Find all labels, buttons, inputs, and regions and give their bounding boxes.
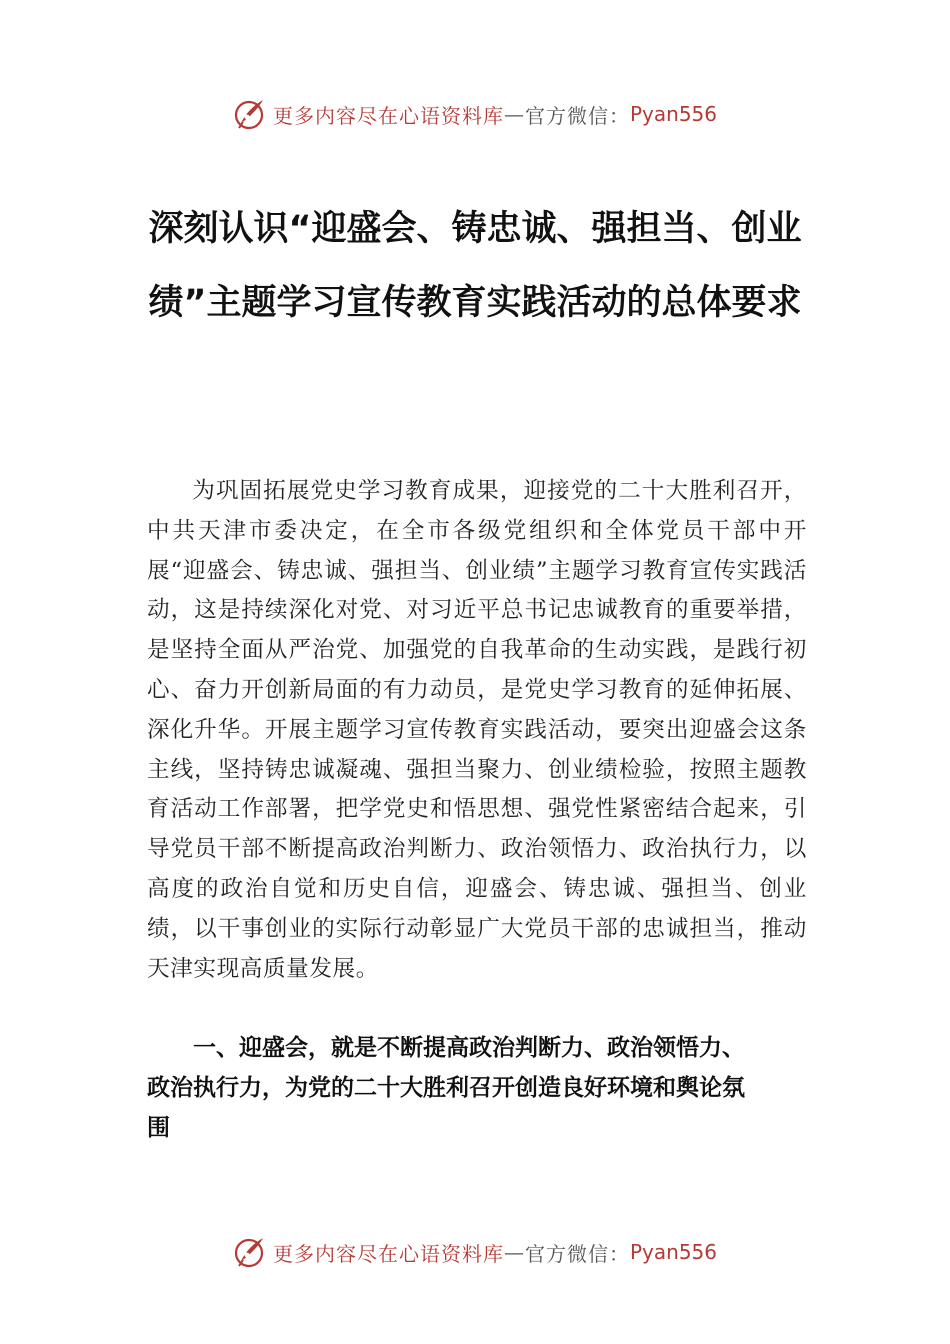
quill-pen-logo-icon	[233, 97, 267, 131]
quill-pen-logo-icon	[233, 1235, 267, 1269]
separator: —	[503, 1240, 525, 1264]
wechat-label: 官方微信：	[524, 103, 630, 128]
wechat-label: 官方微信：	[524, 1241, 630, 1266]
library-name: 更多内容尽在心语资料库	[272, 1241, 504, 1266]
wechat-id: Pyan556	[629, 1240, 717, 1264]
header-watermark	[0, 92, 950, 136]
separator: —	[503, 102, 525, 126]
library-name: 更多内容尽在心语资料库	[272, 103, 504, 128]
footer-watermark	[0, 1230, 950, 1274]
wechat-id: Pyan556	[629, 102, 717, 126]
body-paragraph: 为巩固拓展党史学习教育成果，迎接党的二十大胜利召开，中共天津市委决定，在全市各级党组织和全体党员干部中开展“迎盛会、铸忠诚、强担当、创业绩”主题学习教育宣传实践活动，这是持续深化对党、对习近平总书记忠诚教育的重要举措，是坚持全面从严治党、加强党的自我革命的生动实践，是践行初心、奋力开创新局面的有力动员，是党史学习教育的延伸拓展、深化升华。开展主题学习宣传教育实践活动，要突出迎盛会这条主线，坚持铸忠诚凝魂、强担当聚力、创业绩检验，按照主题教育活动工作部署，把学党史和悟思想、强党性紧密结合起来，引导党员干部不断提高政治判断力、政治领悟力、政治执行力，以高度的政治自觉和历史自信，迎盛会、铸忠诚、强担当、创业绩，以干事创业的实际行动彰显广大党员干部的忠诚担当，推动天津实现高质量发展。	[147, 478, 807, 982]
document-title: 深刻认识“迎盛会、铸忠诚、强担当、创业绩”主题学习宣传教育实践活动的总体要求	[148, 209, 802, 323]
section-heading: 一、迎盛会，就是不断提高政治判断力、政治领悟力、政治执行力，为党的二十大胜利召开创造良好环境和舆论氛围	[147, 1035, 745, 1141]
